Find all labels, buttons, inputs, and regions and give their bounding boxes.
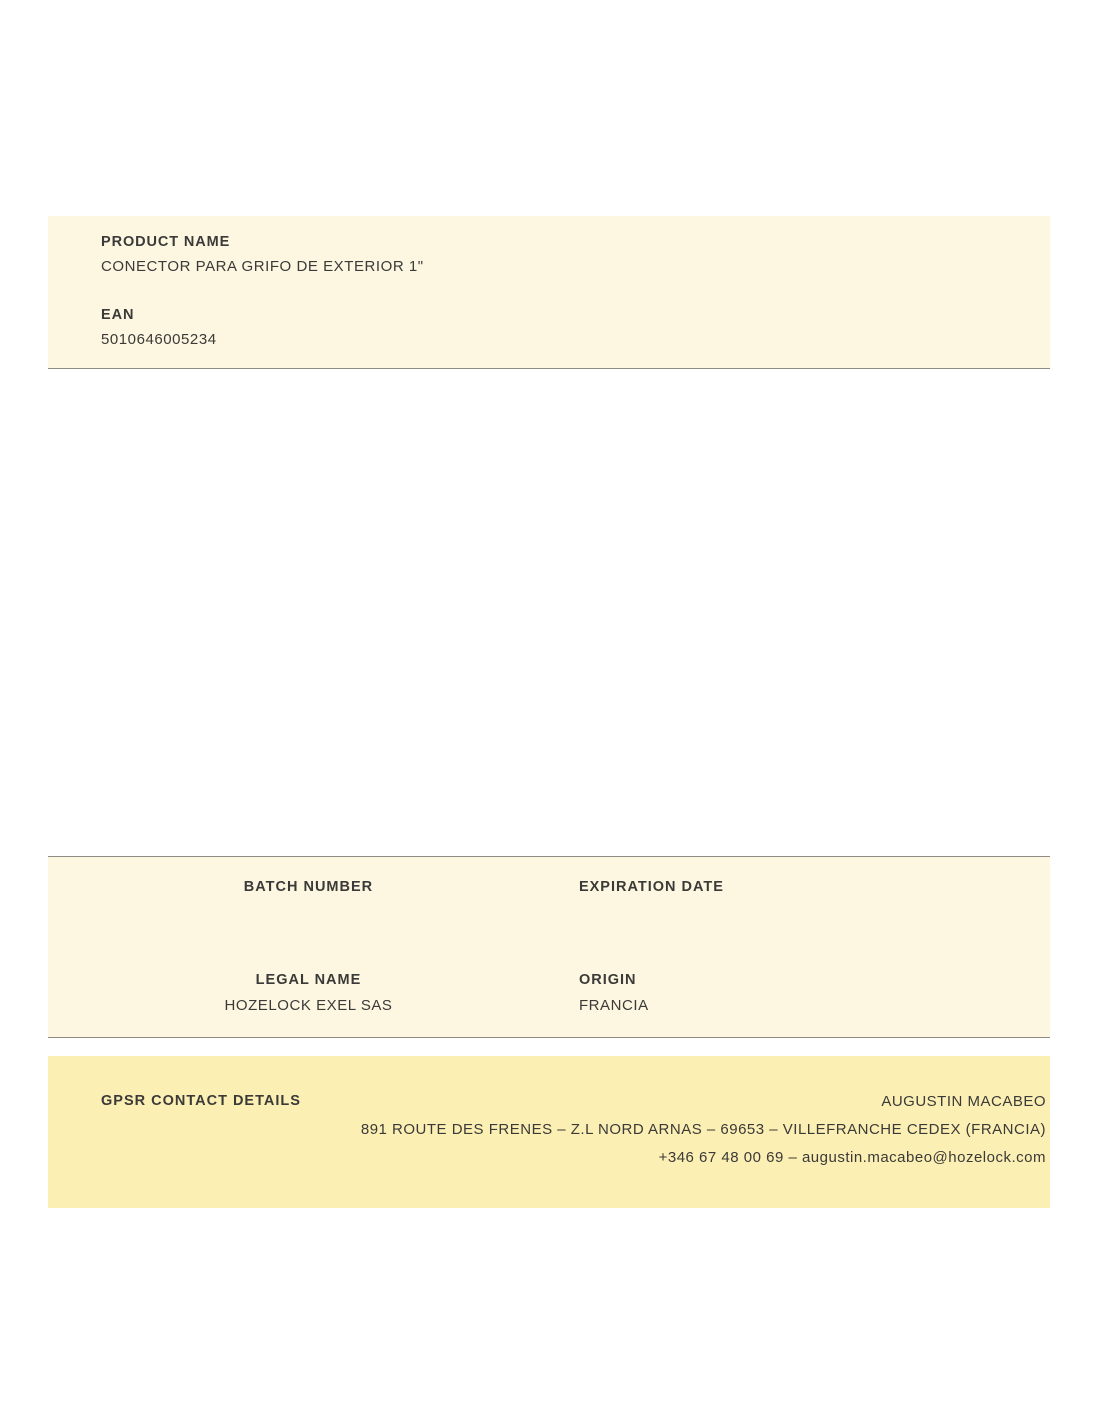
batch-number-cell [48,879,529,922]
expiration-date-value [579,904,1050,922]
gpsr-contact-block [48,1056,1050,1208]
ean-label: EAN [101,307,135,323]
expiration-date-cell [529,879,1050,922]
info-spacer [48,922,1050,972]
batch-number-value [88,904,529,922]
legal-name-value: HOZELOCK EXEL SAS [224,997,393,1014]
batch-expiration-row [48,879,1050,922]
field-spacer [48,275,1050,307]
legal-origin-row [48,972,1050,1015]
product-info-block [48,216,1050,369]
gpsr-contact-address: 891 ROUTE DES FRENES – Z.L NORD ARNAS – 69653 – VILLEFRANCHE CEDEX (FRANCIA) [360,1121,1046,1138]
legal-name-label: LEGAL NAME [255,972,362,988]
gpsr-contact-label: GPSR CONTACT DETAILS [101,1093,301,1109]
expiration-date-label: EXPIRATION DATE [578,879,724,895]
origin-value: FRANCIA [578,997,649,1014]
origin-cell [529,972,1050,1015]
batch-legal-info-block [48,856,1050,1038]
gpsr-contact-phone-email: +346 67 48 00 69 – augustin.macabeo@hozelock.com [658,1149,1046,1166]
ean-value: 5010646005234 [101,331,217,348]
product-name-label: PRODUCT NAME [101,234,231,250]
product-name-value: CONECTOR PARA GRIFO DE EXTERIOR 1" [101,258,424,275]
origin-label: ORIGIN [578,972,637,988]
gpsr-contact-name: AUGUSTIN MACABEO [881,1093,1046,1110]
legal-name-cell [48,972,529,1015]
batch-number-label: BATCH NUMBER [243,879,374,895]
